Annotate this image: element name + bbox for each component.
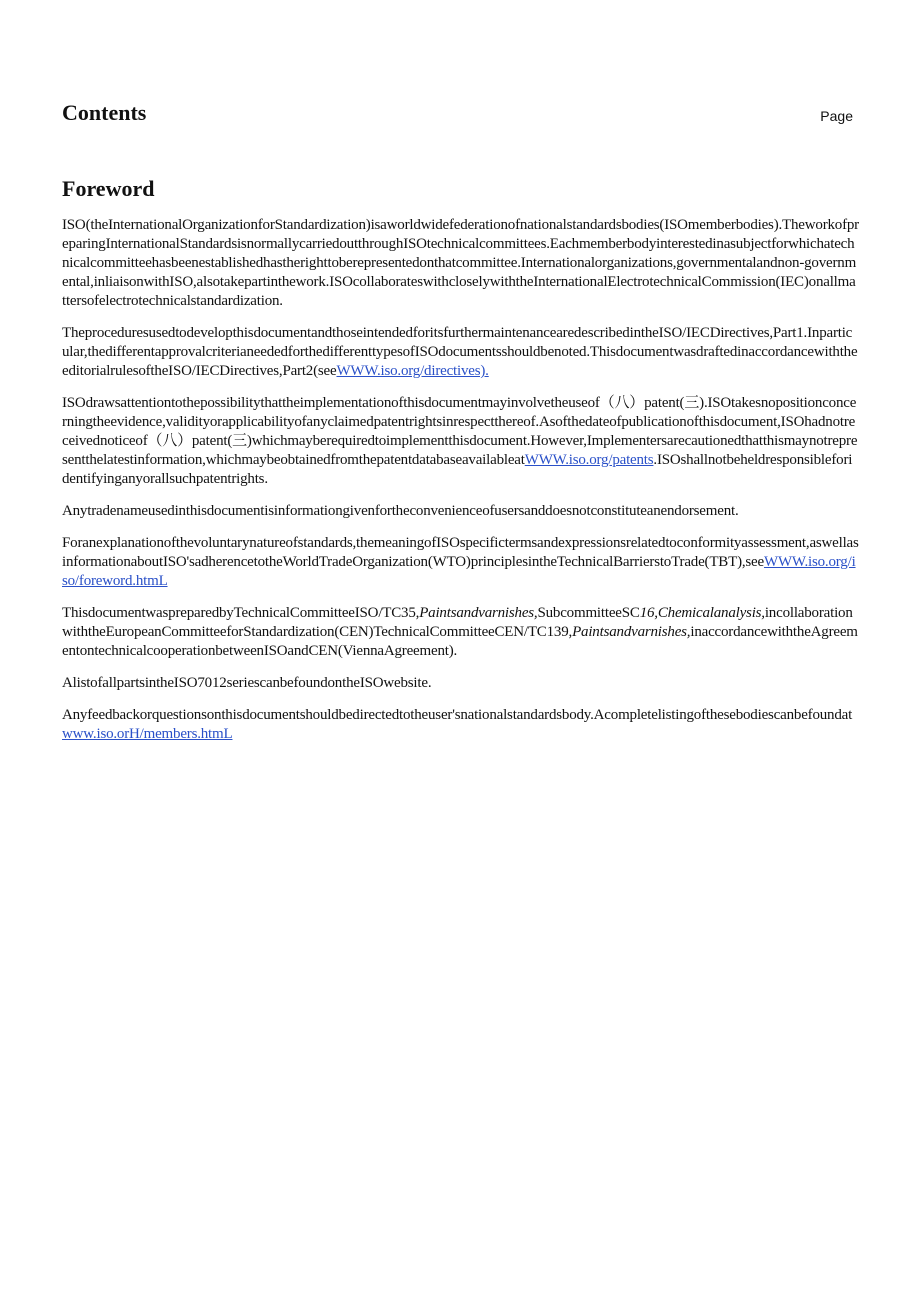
document-page — [62, 96, 859, 757]
paragraph-text-c: incollaborationwiththeEuropeanCommitteeforStandardization(CEN)TechnicalCommitteeCEN/TC139, — [62, 605, 853, 640]
paragraph-text-d: inaccordancewiththeAgreementontechnicalcooperationbetweenISOandCEN(ViennaAgreement). — [62, 624, 858, 659]
foreword-paragraph-patents — [62, 394, 859, 489]
foreword-heading: Foreword — [62, 176, 155, 201]
foreword-paragraph-voluntary — [62, 534, 859, 591]
foreword-paragraph-committee — [62, 604, 859, 661]
paragraph-text-a: ThisdocumentwaspreparedbyTechnicalCommitteeISO/TC35, — [62, 605, 420, 621]
patents-link[interactable]: WWW.iso.org/patents — [524, 452, 654, 468]
foreword-link[interactable]: WWW.iso.org/iso/foreword.htmL — [62, 554, 856, 589]
paragraph-text: Anyfeedbackorquestionsonthisdocumentshouldbedirectedtotheuser'snationalstandardsbody.Acompletelistingofthesebodiescanbefoundat — [62, 707, 853, 723]
paragraph-text: TheproceduresusedtodevelopthisdocumentandthoseintendedforitsfurthermaintenancearedescribedintheISO/IECDirectives,Part1.Inparticular,thedifferentapprovalcriterianeededforthedifferenttypesofISOdocumentsshouldbenoted.ThisdocumentwasdraftedinaccordancewiththeeditorialrulesoftheISO/IECDirectives,Part2(see — [62, 325, 858, 379]
foreword-paragraph-trade-names: Anytradenameusedinthisdocumentisinformationgivenfortheconvenienceofusersanddoesnotconstituteanendorsement. — [62, 503, 739, 519]
paragraph-text-tail: .ISOshallnotbeheldresponsibleforidentifyinganyorallsuchpatentrights. — [62, 452, 853, 487]
directives-link[interactable]: WWW.iso.org/directives). — [336, 363, 489, 379]
contents-header — [62, 96, 859, 136]
foreword-paragraph-feedback — [62, 706, 859, 744]
cen-committee-title-italic: Paintsandvarnishes, — [572, 624, 691, 640]
committee-title-italic: Paintsandvarnishes, — [419, 605, 538, 621]
foreword-paragraph-iso-intro: ISO(theInternationalOrganizationforStandardization)isaworldwidefederationofnationalstandardsbodies(ISOmemberbodies).TheworkofpreparingInternationalStandardsisnormallycarriedoutthroughISOtechnicalcommittees.Eachmemberbodyinterestedinasubjectforwhichatechnicalcommitteehasbeenestablishedhastherighttoberepresentedonthatcommittee.Internationalorganizations,governmentalandnon-governmental,inliaisonwithISO,alsotakepartinthework.ISOcollaborateswithcloselywiththeInternationalElectrotechnicalCommission(IEC)onallmattersofelectrotechnicalstandardization. — [62, 217, 859, 309]
paragraph-text-b: SubcommitteeSC — [537, 605, 640, 621]
page-column-label: Page — [820, 108, 853, 124]
foreword-paragraph-procedures — [62, 324, 859, 381]
foreword-paragraph-series: AlistofallpartsintheISO7012seriescanbefoundontheISOwebsite. — [62, 675, 432, 691]
paragraph-text: Foranexplanationofthevoluntarynatureofstandards,themeaningofISOspecifictermsandexpressionsrelatedtoconformityassessment,aswellasinformationaboutISO'sadherencetotheWorldTradeOrganization(WTO)principlesintheTechnicalBarrierstoTrade(TBT),see — [62, 535, 859, 570]
members-link[interactable]: www.iso.orH/members.htmL — [62, 726, 233, 742]
contents-title: Contents — [62, 100, 147, 125]
paragraph-text: ISOdrawsattentiontothepossibilitythattheimplementationofthisdocumentmayinvolvetheuseof（八）patent(三).ISOtakesnopositionconcerningtheevidence,validityorapplicabilityofanyclaimedpatentrightsinrespectthereof.Asofthedateofpublicationofthisdocument,ISOhadnotreceivednoticeof（八）patent(三)whichmayberequiredtoimplementthisdocument.However,Implementersarecautionedthatthismaynotrepresentthelatestinformation,whichmaybeobtainedfromthepatentdatabaseavailableat — [62, 395, 858, 468]
subcommittee-title-italic: 16,Chemicalanalysis, — [639, 605, 765, 621]
